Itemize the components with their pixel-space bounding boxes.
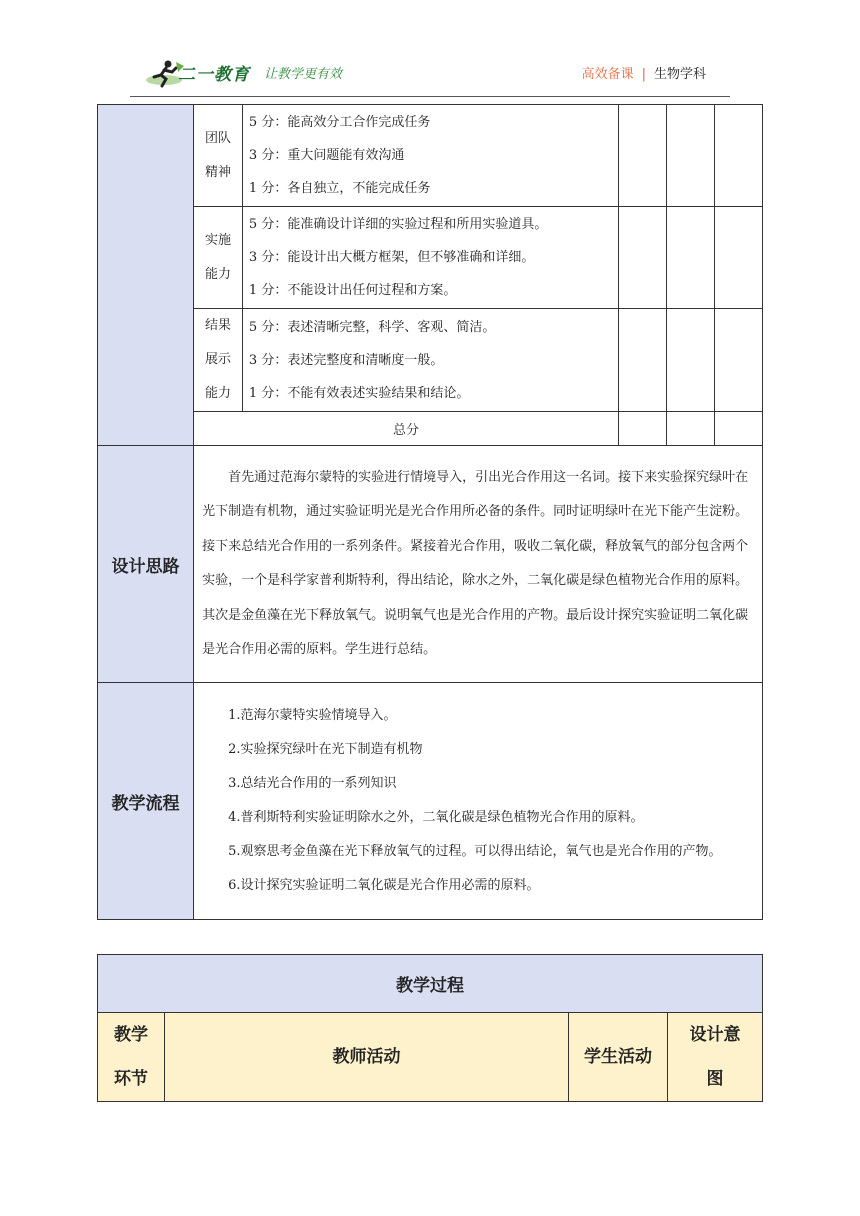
- header-right: [582, 63, 706, 82]
- flow-item: 1.范海尔蒙特实验情境导入。: [228, 708, 397, 723]
- score-cell[interactable]: [618, 207, 666, 309]
- process-title: 教学过程: [98, 955, 763, 1013]
- flow-item: 5.观察思考金鱼藻在光下释放氧气的过程。可以得出结论，氧气也是光合作用的产物。: [228, 844, 722, 859]
- total-label: 总分: [194, 412, 619, 446]
- criterion-cell: 结果 展示 能力: [194, 309, 243, 412]
- flow-row: [98, 683, 763, 920]
- col-design-intent: 设计意 图: [668, 1013, 763, 1102]
- teaching-process-table: [97, 954, 763, 1102]
- col-stage: 教学 环节: [98, 1013, 165, 1102]
- flow-label: 教学流程: [98, 683, 194, 920]
- score-cell[interactable]: [618, 309, 666, 412]
- criterion-levels: 5 分：能高效分工合作完成任务 3 分：重大问题能有效沟通 1 分：各自独立，不能完成任务: [242, 105, 618, 207]
- header-separator: |: [641, 67, 646, 82]
- flow-item: 2.实验探究绿叶在光下制造有机物: [228, 742, 423, 757]
- col-student-activity: 学生活动: [569, 1013, 668, 1102]
- score-cell[interactable]: [666, 207, 714, 309]
- header-tag-subject: 生物学科: [653, 67, 706, 82]
- criterion-levels: 5 分：表述清晰完整，科学、客观、简洁。 3 分：表述完整度和清晰度一般。 1 分：不能有效表述实验结果和结论。: [242, 309, 618, 412]
- score-cell[interactable]: [714, 309, 762, 412]
- rubric-row: [98, 309, 763, 412]
- flow-item: 6.设计探究实验证明二氧化碳是光合作用必需的原料。: [228, 878, 540, 893]
- lesson-plan-table: [97, 104, 763, 920]
- design-label: 设计思路: [98, 446, 194, 683]
- rubric-row: [98, 105, 763, 207]
- score-cell[interactable]: [618, 105, 666, 207]
- flow-item: 3.总结光合作用的一系列知识: [228, 776, 397, 791]
- flow-item: 4.普利斯特利实验证明除水之外，二氧化碳是绿色植物光合作用的原料。: [228, 810, 644, 825]
- design-text: 首先通过范海尔蒙特的实验进行情境导入，引出光合作用这一名词。接下来实验探究绿叶在光下制造有机物，通过实验证明光是光合作用所必备的条件。同时证明绿叶在光下能产生淀粉。接下来总结光合作用的一系列条件。紧接着光合作用，吸收二氧化碳，释放氧气的部分包含两个实验，一个是科学家普利斯特利，得出结论，除水之外，二氧化碳是绿色植物光合作用的原料。其次是金鱼藻在光下释放氧气。说明氧气也是光合作用的产物。最后设计探究实验证明二氧化碳是光合作用必需的原料。学生进行总结。: [194, 446, 763, 683]
- brand-name: 二一教育: [178, 65, 250, 85]
- total-score-cell[interactable]: [714, 412, 762, 446]
- design-row: [98, 446, 763, 683]
- criterion-levels: 5 分：能准确设计详细的实验过程和所用实验道具。 3 分：能设计出大概方框架，但不够准确和详细。 1 分：不能设计出任何过程和方案。: [242, 207, 618, 309]
- criterion-cell: 实施 能力: [194, 207, 243, 309]
- score-cell[interactable]: [666, 309, 714, 412]
- total-score-cell[interactable]: [666, 412, 714, 446]
- rubric-row: [98, 207, 763, 309]
- header-divider: [130, 96, 730, 97]
- page-header: [130, 52, 730, 96]
- evaluation-side-cell: [98, 105, 194, 446]
- flow-list: [194, 683, 763, 920]
- score-cell[interactable]: [666, 105, 714, 207]
- score-cell[interactable]: [714, 105, 762, 207]
- total-score-cell[interactable]: [618, 412, 666, 446]
- col-teacher-activity: 教师活动: [165, 1013, 569, 1102]
- score-cell[interactable]: [714, 207, 762, 309]
- header-tag-prep: 高效备课: [581, 67, 634, 82]
- brand-slogan: 让教学更有效: [264, 67, 343, 82]
- criterion-cell: 团队 精神: [194, 105, 243, 207]
- total-row: [98, 412, 763, 446]
